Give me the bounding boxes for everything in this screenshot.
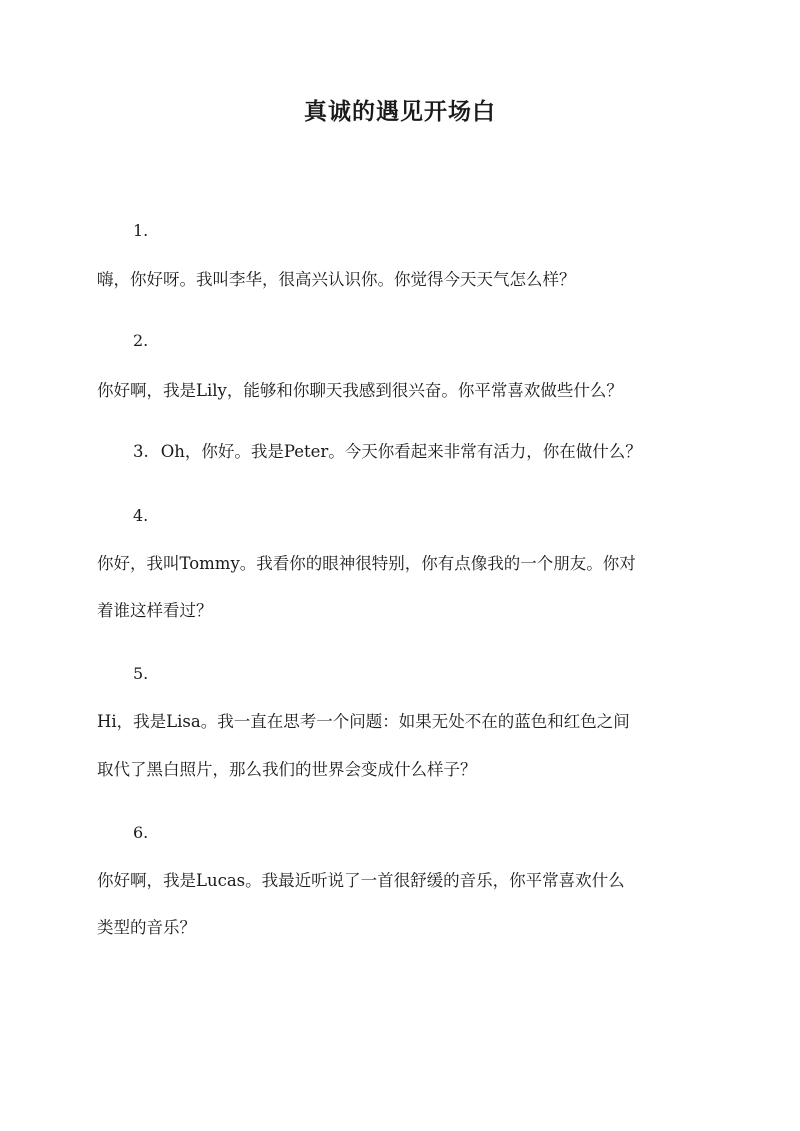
item-row-3 bbox=[133, 440, 743, 464]
item-text-3: Oh，你好。我是Peter。今天你看起来非常有活力，你在做什么？ bbox=[160, 442, 642, 461]
item-number-3: 3. bbox=[133, 442, 149, 461]
item-text-4-line-1: 你好，我叫Tommy。我看你的眼神很特别，你有点像我的一个朋友。你对 bbox=[97, 554, 636, 573]
item-text-5-line-2: 取代了黑白照片，那么我们的世界会变成什么样子？ bbox=[97, 760, 477, 779]
item-text-1: 嗨，你好呀。我叫李华，很高兴认识你。你觉得今天天气怎么样？ bbox=[97, 270, 576, 289]
item-text-6-line-1: 你好啊，我是Lucas。我最近听说了一首很舒缓的音乐，你平常喜欢什么 bbox=[97, 871, 625, 890]
item-number-2: 2. bbox=[133, 331, 149, 350]
item-text-2: 你好啊，我是Lily，能够和你聊天我感到很兴奋。你平常喜欢做些什么？ bbox=[97, 381, 623, 400]
item-number-1: 1. bbox=[133, 221, 149, 240]
document-title: 真诚的遇见开场白 bbox=[304, 98, 496, 125]
item-text-5-line-1: Hi，我是Lisa。我一直在思考一个问题：如果无处不在的蓝色和红色之间 bbox=[97, 712, 630, 731]
item-text-6-line-2: 类型的音乐？ bbox=[97, 918, 196, 937]
item-number-6: 6. bbox=[133, 823, 149, 842]
item-number-5: 5. bbox=[133, 664, 149, 683]
item-number-4: 4. bbox=[133, 506, 149, 525]
item-text-4-line-2: 着谁这样看过？ bbox=[97, 601, 213, 620]
